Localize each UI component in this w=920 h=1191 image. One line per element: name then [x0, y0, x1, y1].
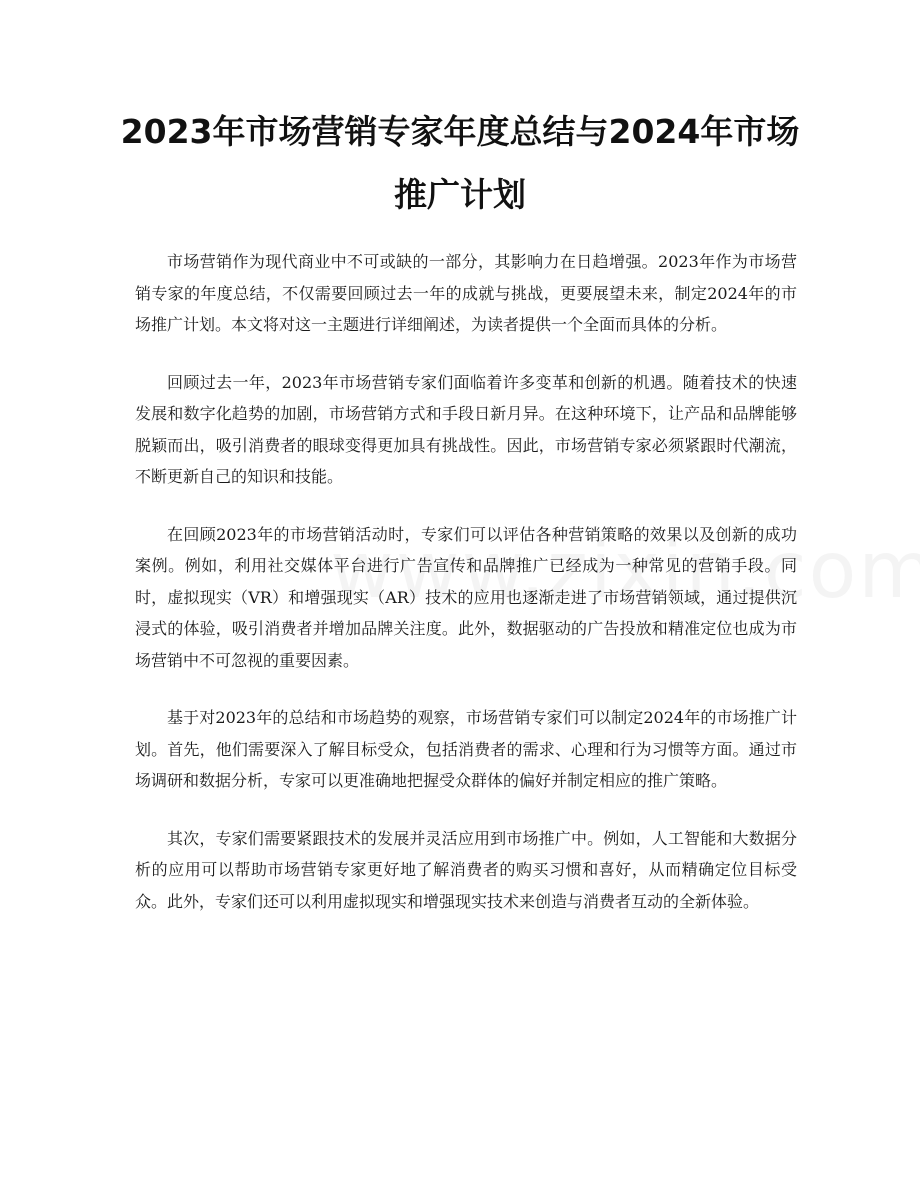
paragraph: 市场营销作为现代商业中不可或缺的一部分，其影响力在日趋增强。2023年作为市场营销专家的年度总结，不仅需要回顾过去一年的成就与挑战，更要展望未来，制定2024年的市场推广计划。本文将对这一主题进行详细阐述，为读者提供一个全面而具体的分析。 — [135, 252, 797, 334]
paragraph: 其次，专家们需要紧跟技术的发展并灵活应用到市场推广中。例如，人工智能和大数据分析的应用可以帮助市场营销专家更好地了解消费者的购买习惯和喜好，从而精确定位目标受众。此外，专家们还可以利用虚拟现实和增强现实技术来创造与消费者互动的全新体验。 — [135, 828, 797, 911]
document-title: 2023年市场营销专家年度总结与2024年市场推广计划 — [120, 112, 800, 214]
paragraph: 在回顾2023年的市场营销活动时，专家们可以评估各种营销策略的效果以及创新的成功案例。例如，利用社交媒体平台进行广告宣传和品牌推广已经成为一种常见的营销手段。同时，虚拟现实（VR）和增强现实（AR）技术的应用也逐渐走进了市场营销领域，通过提供沉浸式的体验，吸引消费者并增加品牌关注度。此外，数据驱动的广告投放和精准定位也成为市场营销中不可忽视的重要因素。 — [135, 524, 797, 670]
paragraph: 回顾过去一年，2023年市场营销专家们面临着许多变革和创新的机遇。随着技术的快速发展和数字化趋势的加剧，市场营销方式和手段日新月异。在这种环境下，让产品和品牌能够脱颖而出，吸引消费者的眼球变得更加具有挑战性。因此，市场营销专家必须紧跟时代潮流，不断更新自己的知识和技能。 — [135, 372, 797, 486]
paragraph: 基于对2023年的总结和市场趋势的观察，市场营销专家们可以制定2024年的市场推广计划。首先，他们需要深入了解目标受众，包括消费者的需求、心理和行为习惯等方面。通过市场调研和数据分析，专家可以更准确地把握受众群体的偏好并制定相应的推广策略。 — [135, 708, 797, 790]
document-body — [135, 246, 797, 943]
